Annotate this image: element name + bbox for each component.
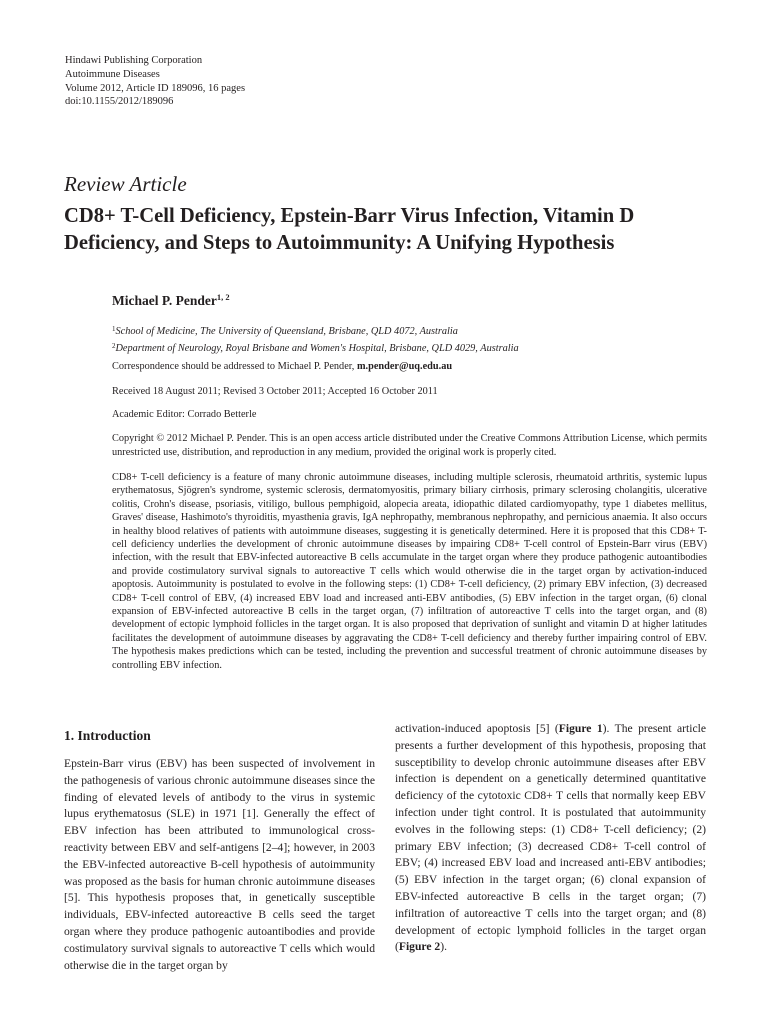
article-type: Review Article [64, 172, 187, 196]
correspondence: Correspondence should be addressed to Michael P. Pender, m.pender@uq.edu.au [112, 361, 453, 372]
body-column-left [64, 756, 375, 974]
correspondence-email-link[interactable]: m.pender@uq.edu.au [356, 361, 453, 372]
paragraph: activation-induced apoptosis [5] (Figure 1). The present article presents a further development of this hypothesis, proposing that susceptibility to develop chronic autoimmune diseases after EBV infection is dependent on a genetically determined quantitative deficiency of the cytotoxic CD8+ T cells that normally keep EBV infection under tight control. It is postulated that autoimmunity evolves in the following steps: (1) CD8+ T-cell deficiency; (2) primary EBV infection; (3) decreased CD8+ T-cell control of EBV; (4) increased EBV load and increased anti-EBV antibodies; (5) EBV infection in the target organ; (6) clonal expansion of EBV-infected autoreactive B cells in the target organ; (7) infiltration of autoreactive T cells into the target organ; and (8) development of ectopic lymphoid follicles in the target organ (Figure 2). [395, 722, 706, 954]
figure-2-link[interactable]: Figure 2 [398, 940, 441, 954]
publisher-name: Hindawi Publishing Corporation [65, 55, 203, 66]
body-column-right [395, 721, 706, 956]
abstract: CD8+ T-cell deficiency is a feature of many chronic autoimmune diseases, including multiple sclerosis, rheumatoid arthritis, systemic lupus erythematosus, Sjögren's syndrome, systemic sclerosis, dermatomyositis, primary biliary cirrhosis, primary sclerosing cholangitis, ulcerative colitis, Crohn's disease, psoriasis, vitiligo, bullous pemphigoid, alopecia areata, idiopathic dilated cardiomyopathy, type 1 diabetes mellitus, Graves' disease, Hashimoto's thyroiditis, myasthenia gravis, IgA nephropathy, membranous nephropathy, and pernicious anaemia. It also occurs in healthy blood relatives of patients with autoimmune diseases, suggesting it is genetically determined. Here it is proposed that this CD8+ T-cell deficiency underlies the development of chronic autoimmune diseases by impairing CD8+ T-cell control of Epstein-Barr virus (EBV) infection, with the result that EBV-infected autoreactive B cells accumulate in the target organ where they produce pathogenic autoantibodies and provide costimulatory survival signals to autoreactive T cells which would otherwise die in the target organ by activation-induced apoptosis. Autoimmunity is postulated to evolve in the following steps: (1) CD8+ T-cell deficiency, (2) primary EBV infection, (3) decreased CD8+ T-cell control of EBV, (4) increased EBV load and increased anti-EBV antibodies, (5) EBV infection in the target organ, (6) clonal expansion of EBV-infected autoreactive B cells in the target organ, (7) infiltration of autoreactive T cells into the target organ, and (8) development of ectopic lymphoid follicles in the target organ. It is also proposed that deprivation of sunlight and vitamin D at higher latitudes facilitates the development of autoimmune diseases by aggravating the CD8+ T-cell deficiency and thereby further impairing control of EBV. The hypothesis makes predictions which can be tested, including the prevention and successful treatment of chronic autoimmune diseases by controlling EBV infection. [112, 472, 707, 671]
author-affiliation-marks: 1, 2 [216, 292, 230, 302]
title-line-2: Deficiency, and Steps to Autoimmunity: A Unifying Hypothesis [64, 232, 615, 254]
article-dates: Received 18 August 2011; Revised 3 October 2011; Accepted 16 October 2011 [112, 386, 438, 397]
journal-name: Autoimmune Diseases [65, 68, 160, 80]
article-title [64, 203, 724, 257]
volume-info: Volume 2012, Article ID 189096, 16 pages [65, 82, 246, 94]
copyright-notice: Copyright © 2012 Michael P. Pender. This is an open access article distributed under the Creative Commons Attribution License, which permits unrestricted use, distribution, and reproduction in any medium, provided the original work is properly cited. [112, 433, 707, 458]
section-heading-introduction: 1. Introduction [64, 728, 151, 743]
author-name: Michael P. Pender [112, 293, 217, 308]
title-line-1: CD8+ T-Cell Deficiency, Epstein-Barr Virus Infection, Vitamin D [64, 205, 635, 227]
figure-1-link[interactable]: Figure 1 [558, 722, 603, 735]
author [112, 292, 230, 309]
affiliation-1: $^1$School of Medicine, The University of Queensland, Brisbane, QLD 4072, Australia [112, 325, 458, 337]
doi: doi:10.1155/2012/189096 [65, 96, 174, 108]
academic-editor: Academic Editor: Corrado Betterle [112, 409, 257, 420]
affiliation-2: $^2$Department of Neurology, Royal Brisbane and Women's Hospital, Brisbane, QLD 4029, Australia [112, 342, 519, 354]
journal-header [65, 54, 245, 109]
paragraph: Epstein-Barr virus (EBV) has been suspected of involvement in the pathogenesis of various chronic autoimmune diseases since the finding of elevated levels of antibody to the virus in systemic lupus erythematosus (SLE) in 1971 [1]. Generally the effect of EBV infection has been attributed to immunological cross-reactivity between EBV and self-antigens [2–4]; however, in 2003 the EBV-infected autoreactive B-cell hypothesis of autoimmunity was proposed as the basis for human chronic autoimmune diseases [5]. This hypothesis proposes that, in genetically susceptible individuals, EBV-infected autoreactive B cells seed the target organ where they produce pathogenic autoantibodies and provide costimulatory survival signals to autoreactive T cells which would otherwise die in the target organ by [64, 757, 375, 972]
affiliations [112, 322, 519, 356]
